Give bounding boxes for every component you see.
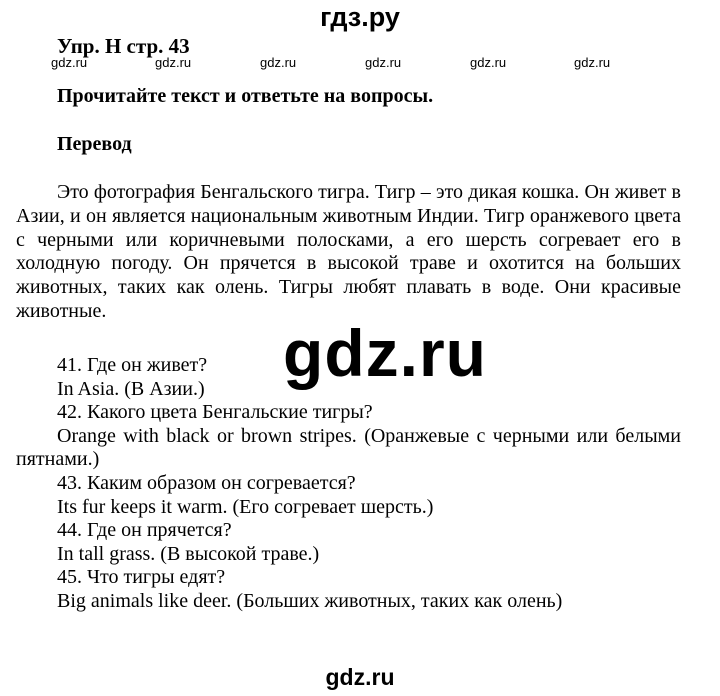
translation-paragraph: Это фотография Бенгальского тигра. Тигр – это дикая кошка. Он живет в Азии, и он является национальным животным Индии. Тигр оранжевого цвета с черными или коричневыми полосками, а его шерсть согревает его в холодную погоду. Он прячется в высокой траве и охотится на больших животных, таких как олень. Тигры любят плавать в воде. Они красивые животные. xyxy=(16,181,681,322)
question-45: 45. Что тигры едят? xyxy=(57,566,226,589)
watermark-large: gdz.ru xyxy=(283,316,487,390)
exercise-instruction: Прочитайте текст и ответьте на вопросы. xyxy=(57,85,434,107)
answer-44: In tall grass. (В высокой траве.) xyxy=(57,542,320,565)
watermark-small: gdz.ru xyxy=(155,55,192,70)
watermark-small: gdz.ru xyxy=(574,55,611,70)
answer-45: Big animals like deer. (Больших животных, таких как олень) xyxy=(57,589,563,612)
watermark-row xyxy=(0,55,720,75)
exercise-title: Упр. H стр. 43 xyxy=(57,34,190,58)
watermark-small: gdz.ru xyxy=(470,55,507,70)
watermark-small: gdz.ru xyxy=(51,55,88,70)
question-42: 42. Какого цвета Бенгальские тигры? xyxy=(57,401,373,424)
section-title-translation: Перевод xyxy=(57,133,132,155)
watermark-small: gdz.ru xyxy=(365,55,402,70)
question-answer-list xyxy=(16,354,681,614)
question-44: 44. Где он прячется? xyxy=(57,519,232,542)
site-title: гдз.ру xyxy=(320,2,400,32)
watermark-bottom: gdz.ru xyxy=(325,664,395,690)
question-41: 41. Где он живет? xyxy=(57,354,208,376)
answer-42: Orange with black or brown stripes. (Оранжевые с черными или белыми пятнами.) xyxy=(16,424,681,471)
question-43: 43. Каким образом он согревается? xyxy=(57,471,356,494)
watermark-small: gdz.ru xyxy=(260,55,297,70)
answer-41: In Asia. (В Азии.) xyxy=(57,377,205,400)
answer-43: Its fur keeps it warm. (Его согревает шерсть.) xyxy=(57,495,434,518)
